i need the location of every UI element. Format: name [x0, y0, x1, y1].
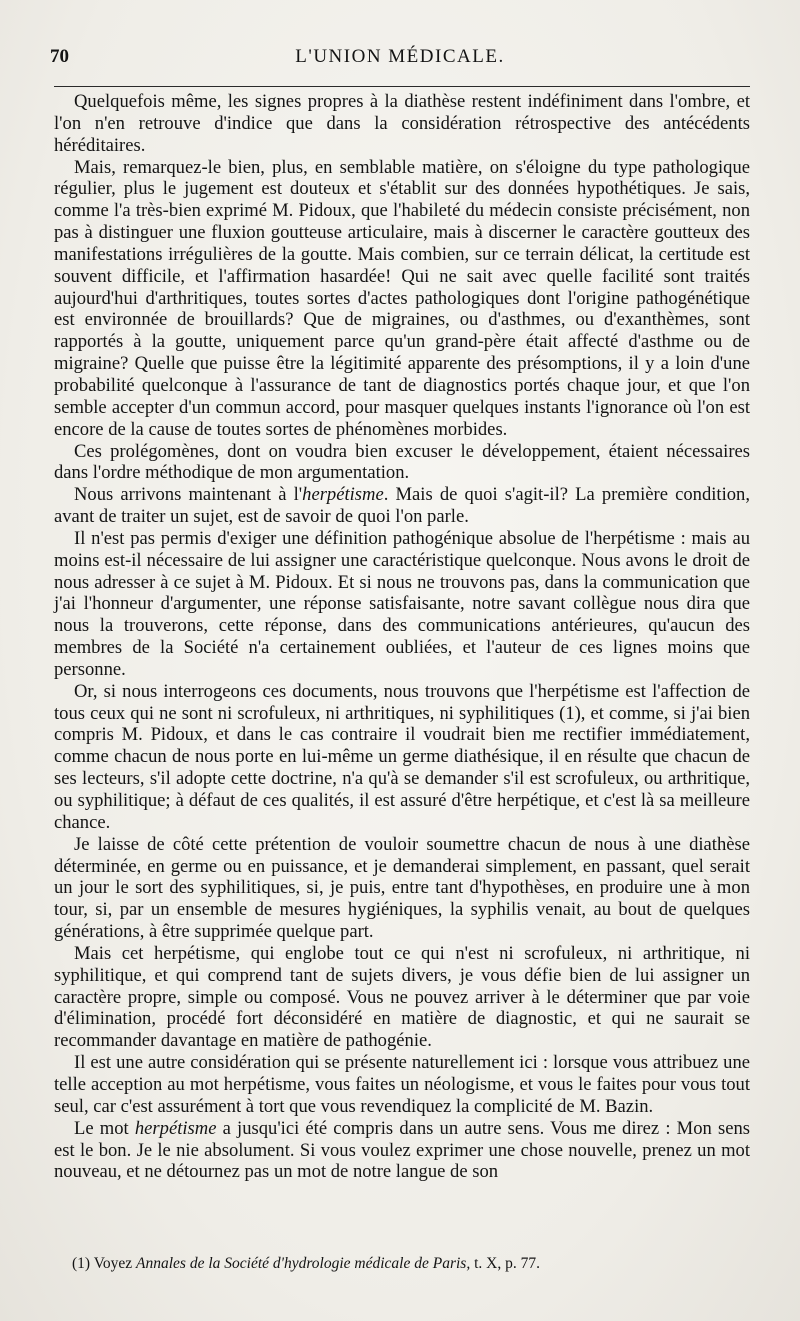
header-rule: [54, 86, 750, 87]
paragraph: [54, 484, 750, 528]
paragraph: [54, 1052, 750, 1118]
article-body: [54, 91, 750, 1183]
paragraph-text: Je laisse de côté cette prétention de vouloir soumettre chacun de nous à une diathèse déterminée, en germe ou en puissance, et je demanderai simplement, en passant, quel serait un jour le sort des syphilitiques, si, je puis, entre tant d'hypothèses, en produire une à mon tour, si, par un ensemble de mesures hygiéniques, la syphilis venait, au bout de quelques générations, à être supprimée quelque part.: [54, 833, 750, 943]
paragraph: [54, 943, 750, 1052]
paragraph: [54, 157, 750, 441]
paragraph: [54, 441, 750, 485]
paragraph: [54, 91, 750, 157]
paragraph-text: Mais cet herpétisme, qui englobe tout ce qui n'est ni scrofuleux, ni arthritique, ni syphilitique, et qui comprend tant de sujets divers, je vous défie bien de lui assigner un caractère propre, simple ou composé. Vous ne pouvez arriver à le déterminer que par voie d'élimination, procédé fort déconsidéré en matière de diagnostic, et qui ne saurait se recommander davantage en matière de pathogénie.: [54, 942, 750, 1052]
running-title: L'UNION MÉDICALE.: [295, 46, 505, 67]
page-number: 70: [50, 46, 69, 67]
paragraph: [54, 1118, 750, 1184]
paragraph-text: . Mais de quoi s'agit-il? La première condition, avant de traiter un sujet, est de savoir de quoi l'on parle.: [54, 484, 750, 528]
paragraph: [54, 681, 750, 834]
paragraph-text: Quelquefois même, les signes propres à la diathèse restent indéfiniment dans l'ombre, et l'on n'en retrouve d'indice que dans la considération rétrospective des antécédents héréditaires.: [54, 91, 750, 156]
paragraph-text: Le mot: [74, 1117, 135, 1139]
footnote: [72, 1254, 752, 1273]
paragraph-text: Il n'est pas permis d'exiger une définition pathogénique absolue de l'herpétisme : mais au moins est-il nécessaire de lui assigner une caractéristique quelconque. Nous avons le droit de nous adresser à ce sujet à M. Pidoux. Et si nous ne trouvons pas, dans la communication que j'ai l'honneur d'argumenter, une réponse satisfaisante, notre savant collègue nous dira que nous la trouverons, cette réponse, dans des communications antérieures, qu'aucun des membres de la Société n'a certainement oubliées, et l'auteur de ces lignes moins que personne.: [54, 527, 750, 680]
italic-term: herpétisme: [134, 1117, 217, 1139]
footnote-reference: t. X, p. 77.: [474, 1255, 540, 1272]
footnote-marker: (1): [72, 1255, 91, 1272]
page-header: [50, 46, 750, 76]
paragraph-text: Nous arrivons maintenant à l': [74, 484, 303, 506]
paragraph-text: a jusqu'ici été compris dans un autre sens. Vous me direz : Mon sens est le bon. Je le nie absolument. Si vous voulez exprimer une chose nouvelle, prenez un mot nouveau, et ne détournez pas un mot de notre langue de son: [54, 1117, 750, 1183]
paragraph-text: Il est une autre considération qui se présente naturellement ici : lorsque vous attribuez une telle acception au mot herpétisme, vous faites un néologisme, et vous le faites pour vous tout seul, car c'est assurément à tort que vous revendiquez la complicité de M. Bazin.: [54, 1052, 750, 1117]
footnote-source-title: Annales de la Société d'hydrologie médicale de Paris,: [136, 1255, 471, 1272]
italic-term: herpétisme: [302, 484, 384, 506]
paragraph-text: Mais, remarquez-le bien, plus, en semblable matière, on s'éloigne du type pathologique régulier, plus le jugement est douteux et s'établit sur des données hypothétiques. Je sais, comme l'a très-bien exprimé M. Pidoux, que l'habileté du médecin consiste précisément, non pas à distinguer une fluxion goutteuse articulaire, mais à discerner le caractère goutteux des manifestations irrégulières de la goutte. Mais combien, sur ce terrain délicat, la certitude est souvent difficile, et l'affirmation hasardée! Qui ne sait avec quelle facilité sont traités aujourd'hui d'arthritiques, toutes sortes d'actes pathologiques dont l'origine pathogénétique est environnée de brouillards? Que de migraines, ou d'asthmes, ou d'exanthèmes, sont rapportés à la goutte, uniquement parce qu'un grand-père était affecté d'asthme ou de migraine? Quelle que puisse être la légitimité apparente des présomptions, il y a loin d'une probabilité quelconque à l'assurance de tant de diagnostics portés chaque jour, et que l'on semble accepter d'un commun accord, pour masquer quelques instants l'ignorance où l'on est encore de la cause de toutes sortes de phénomènes morbides.: [54, 156, 750, 440]
paragraph: [54, 528, 750, 681]
paragraph-text: Or, si nous interrogeons ces documents, nous trouvons que l'herpétisme est l'affection de tous ceux qui ne sont ni scrofuleux, ni arthritiques, ni syphilitiques (1), et comme, si j'ai bien compris M. Pidoux, et dans le cas contraire il voudrait bien me rectifier immédiatement, comme chacun de nous porte en lui-même un germe diathésique, il en résulte que chacun de ses lecteurs, s'il adopte cette doctrine, n'a qu'à se demander s'il est scrofuleux, ou arthritique, ou syphilitique; à défaut de ces qualités, il est assuré d'être herpétique, et c'est là sa meilleure chance.: [54, 680, 750, 833]
paragraph-text: Ces prolégomènes, dont on voudra bien excuser le développement, étaient nécessaires dans l'ordre méthodique de mon argumentation.: [54, 440, 750, 484]
footnote-lead: Voyez: [93, 1255, 133, 1272]
paragraph: [54, 834, 750, 943]
